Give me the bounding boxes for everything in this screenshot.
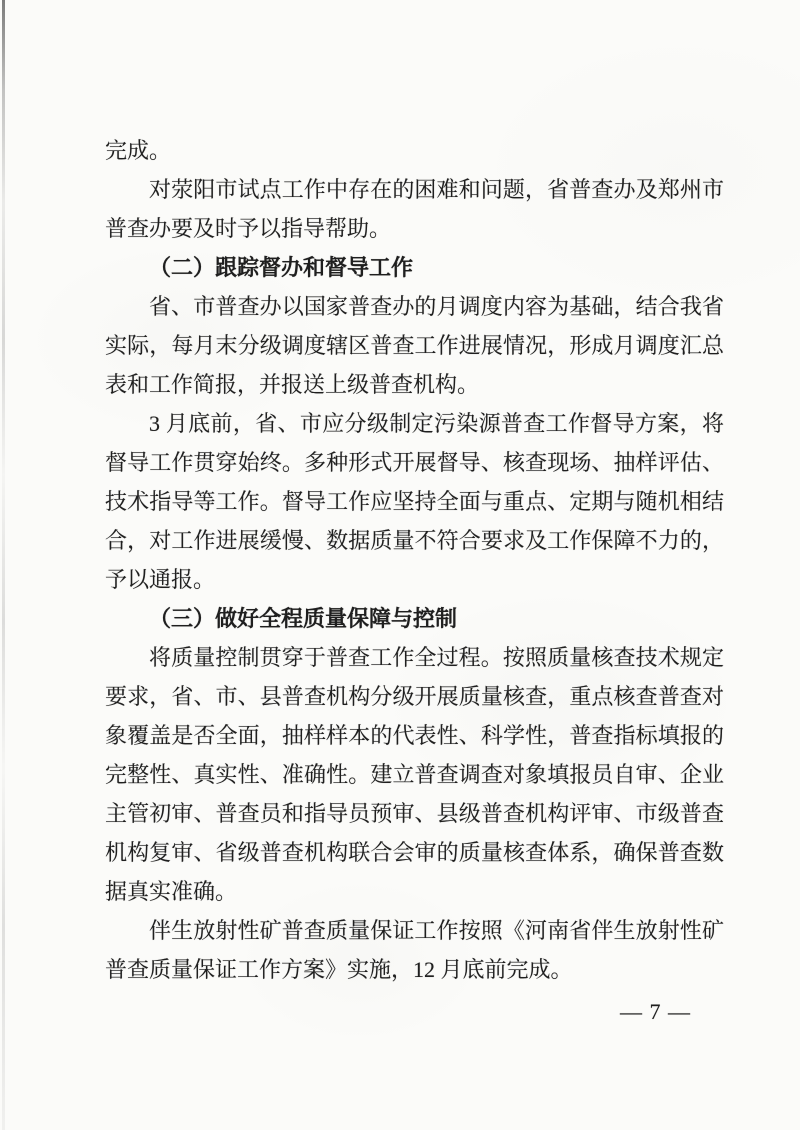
paragraph: 完成。 xyxy=(105,138,172,163)
paragraph: 对荥阳市试点工作中存在的困难和问题，省普查办及郑州市普查办要及时予以指导帮助。 xyxy=(105,177,724,241)
section-heading: （三）做好全程质量保障与控制 xyxy=(149,606,458,631)
paragraph: 将质量控制贯穿于普查工作全过程。按照质量核查技术规定要求，省、市、县普查机构分级开展质量核查，重点核查普查对象覆盖是否全面，抽样样本的代表性、科学性，普查指标填报的完整性、真实性、准确性。建立普查调查对象填报员自审、企业主管初审、普查员和指导员预审、县级普查机构评审、市级普查机构复审、省级普查机构联合会审的质量核查体系，确保普查数据真实准确。 xyxy=(105,645,724,904)
paragraph: 3 月底前，省、市应分级制定污染源普查工作督导方案，将督导工作贯穿始终。多种形式开展督导、核查现场、抽样评估、技术指导等工作。督导工作应坚持全面与重点、定期与随机相结合，对工作进展缓慢、数据质量不符合要求及工作保障不力的，予以通报。 xyxy=(105,411,724,592)
section-heading: （二）跟踪督办和督导工作 xyxy=(149,255,414,280)
paragraph: 伴生放射性矿普查质量保证工作按照《河南省伴生放射性矿普查质量保证工作方案》实施，12 月底前完成。 xyxy=(105,918,724,982)
document-body xyxy=(105,131,724,989)
paragraph: 省、市普查办以国家普查办的月调度内容为基础，结合我省实际，每月末分级调度辖区普查工作进展情况，形成月调度汇总表和工作简报，并报送上级普查机构。 xyxy=(105,294,724,397)
page-number: — 7 — xyxy=(620,999,691,1024)
scan-edge-artifact xyxy=(2,0,5,1130)
